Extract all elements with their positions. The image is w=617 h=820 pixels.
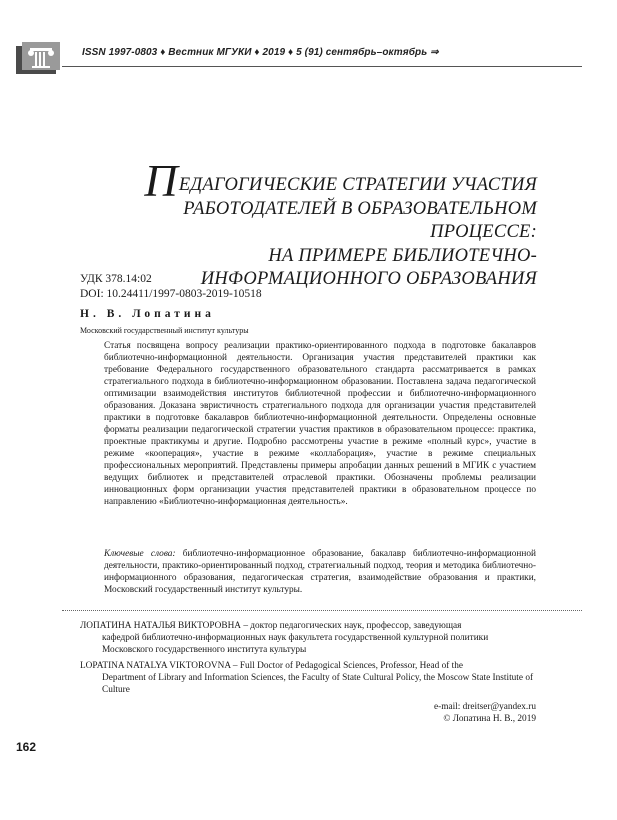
section-divider bbox=[62, 610, 582, 611]
author-bio-ru-first: ЛОПАТИНА НАТАЛЬЯ ВИКТОРОВНА – доктор педагогических наук, профессор, заведующая bbox=[80, 621, 462, 631]
keywords-label: Ключевые слова: bbox=[104, 549, 176, 559]
title-line-1: ЕДАГОГИЧЕСКИЕ СТРАТЕГИИ УЧАСТИЯ bbox=[178, 175, 537, 195]
article-title bbox=[117, 155, 537, 292]
udc-code: УДК 378.14:02 bbox=[80, 273, 152, 285]
journal-logo-icon bbox=[16, 42, 60, 74]
author-name: Н. В. Лопатина bbox=[80, 308, 215, 320]
author-email: e-mail: dreitser@yandex.ru bbox=[433, 702, 536, 712]
doi: DOI: 10.24411/1997-0803-2019-10518 bbox=[80, 288, 262, 300]
author-bio-en-first: LOPATINA NATALYA VIKTOROVNA – Full Doctor of Pedagogical Sciences, Professor, Head of the bbox=[80, 661, 464, 671]
title-line-3: НА ПРИМЕРЕ БИБЛИОТЕЧНО- bbox=[268, 245, 537, 266]
author-bio-en-rest: Department of Library and Information Sciences, the Faculty of State Cultural Policy, the Moscow State Institute of Culture bbox=[102, 673, 534, 695]
keywords bbox=[104, 548, 536, 596]
copyright: © Лопатина Н. В., 2019 bbox=[443, 714, 536, 724]
header-divider bbox=[62, 66, 582, 67]
abstract: Статья посвящена вопросу реализации практико-ориентированного подхода в подготовке бакалавров библиотечно-информационной деятельности. Организация участия представителей практики как требование Федерального государственного образовательного стандарта рассматривается в рамках стратегиального подхода в библиотечно-информационном образовании. Поставлена задача педагогической оптимизации взаимодействия институтов библиотечной профессии и библиотечно-информационного образования. Доказана эвристичность стратегиального подхода для организации участия представителей практики в подготовке бакалавров библиотечно-информационной деятельности. Определены основные форматы реализации педагогической стратегии участия практиков в образовательном процессе: практика, проектные практикумы и другие. Подробно рассмотрены участие в режиме «полный курс», участие в режиме «кооперация», участие в режиме «коллаборация», участие в режиме специальных профессиональных мероприятий. Представлены примеры апробации данных решений в МГИК с участием ведущих библиотек и представителей отраслевой практики. Обозначены проблемы реализации инновационных форм организации участия представителей практики в образовательном процессе по направлению «Библиотечно-информационная деятельность». bbox=[104, 341, 536, 507]
author-affiliation: Московский государственный институт культуры bbox=[80, 326, 249, 335]
title-line-2: РАБОТОДАТЕЛЕЙ В ОБРАЗОВАТЕЛЬНОМ ПРОЦЕССЕ: bbox=[183, 198, 537, 242]
author-bio-ru-rest: кафедрой библиотечно-информационных наук факультета государственной культурной политики Московского государственного института культуры bbox=[102, 633, 489, 655]
journal-header: ISSN 1997-0803 ♦ Вестник МГУКИ ♦ 2019 ♦ 5 (91) сентябрь–октябрь ⇒ bbox=[82, 47, 439, 58]
keywords-text: библиотечно-информационное образование, бакалавр библиотечно-информационной деятельности, практико-ориентированный подход, стратегиальный подход, теория и методика библиотечно-информационного образования, педагогическая стратегия, взаимодействие образования и практики, Московский государственный институт культуры. bbox=[104, 549, 537, 595]
author-bio-ru bbox=[80, 620, 536, 656]
page-number: 162 bbox=[16, 740, 37, 754]
title-line-4: ИНФОРМАЦИОННОГО ОБРАЗОВАНИЯ bbox=[200, 269, 537, 289]
title-dropcap: П bbox=[144, 155, 178, 206]
author-bio-en bbox=[80, 660, 536, 696]
